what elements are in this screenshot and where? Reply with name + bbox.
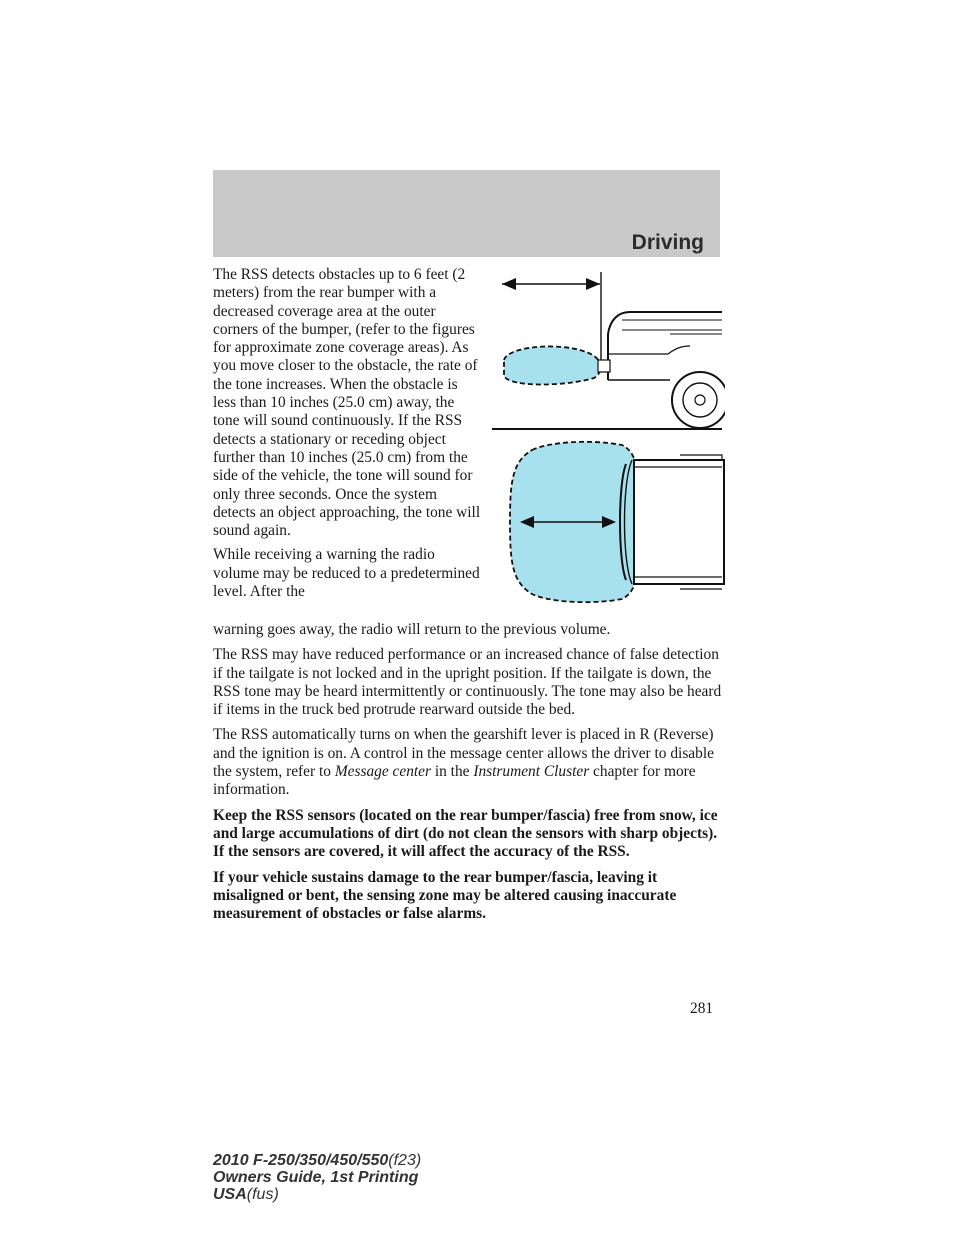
paragraph-tailgate: The RSS may have reduced performance or an increased chance of false detection if the tailgate is not locked and in the upright position. If the tailgate is down, the RSS tone may be heard intermittently or continuously. The tone may also be heard if items in the truck bed protrude rearward outside the bed. xyxy=(213,646,722,719)
paragraph-sensor-care: Keep the RSS sensors (located on the rear bumper/fascia) free from snow, ice and large accumulations of dirt (do not clean the sensors with sharp objects). If the sensors are covered, it will affect the accuracy of the RSS. xyxy=(213,806,718,861)
paragraph-detection-range: The RSS detects obstacles up to 6 feet (2 meters) from the rear bumper with a decreased coverage area at the outer corners of the bumper, (refer to the figures for approximate zone coverage areas). As you move closer to the obstacle, the rate of the tone increases. When the obstacle is less than 10 inches (25.0 cm) away, the tone will sound continuously. If the RSS detects a stationary or receding object further than 10 inches (25.0 cm) from the side of the vehicle, the tone will sound for only three seconds. Once the system detects an object approaching, the tone will sound again. xyxy=(213,266,481,540)
paragraph-radio-volume-end: warning goes away, the radio will return to the previous volume. xyxy=(213,621,611,638)
footer-region-code: (fus) xyxy=(246,1186,279,1203)
side-coverage-zone xyxy=(504,346,601,384)
paragraph-bumper-damage: If your vehicle sustains damage to the rear bumper/fascia, leaving it misaligned or bent, the sensing zone may be altered causing inaccurate measurement of obstacles or false alarms. xyxy=(213,868,677,923)
auto-on-text-2: in the xyxy=(434,763,470,781)
footer-line-region xyxy=(213,1186,421,1203)
document-footer xyxy=(213,1152,421,1203)
message-center-reference: Message center xyxy=(334,763,431,781)
rss-coverage-illustration xyxy=(490,262,725,612)
main-text-column xyxy=(213,621,723,930)
footer-line-printing: Owners Guide, 1st Printing xyxy=(213,1169,419,1186)
footer-region: USA xyxy=(213,1186,247,1203)
section-header-band xyxy=(213,170,720,257)
auto-on-text-1: The RSS automatically turns on when the gearshift lever is placed in R (Reverse) and the ignition is on. A control in the message center allows the driver to disable the system, refer to xyxy=(213,726,714,781)
footer-model-code: (f23) xyxy=(388,1152,422,1169)
paragraph-radio-volume-start: While receiving a warning the radio volume may be reduced to a predetermined level. After the xyxy=(213,546,480,601)
auto-on-text-3: chapter for more information. xyxy=(213,763,696,799)
top-view-diagram xyxy=(510,442,724,602)
footer-line-model xyxy=(213,1152,421,1169)
intro-text-column xyxy=(213,266,483,607)
side-view-diagram xyxy=(492,272,725,429)
page-number: 281 xyxy=(690,1000,714,1017)
footer-model: 2010 F-250/350/450/550 xyxy=(213,1152,389,1169)
section-title: Driving xyxy=(631,231,704,254)
paragraph-auto-on xyxy=(213,726,723,799)
instrument-cluster-reference: Instrument Cluster xyxy=(473,763,590,781)
